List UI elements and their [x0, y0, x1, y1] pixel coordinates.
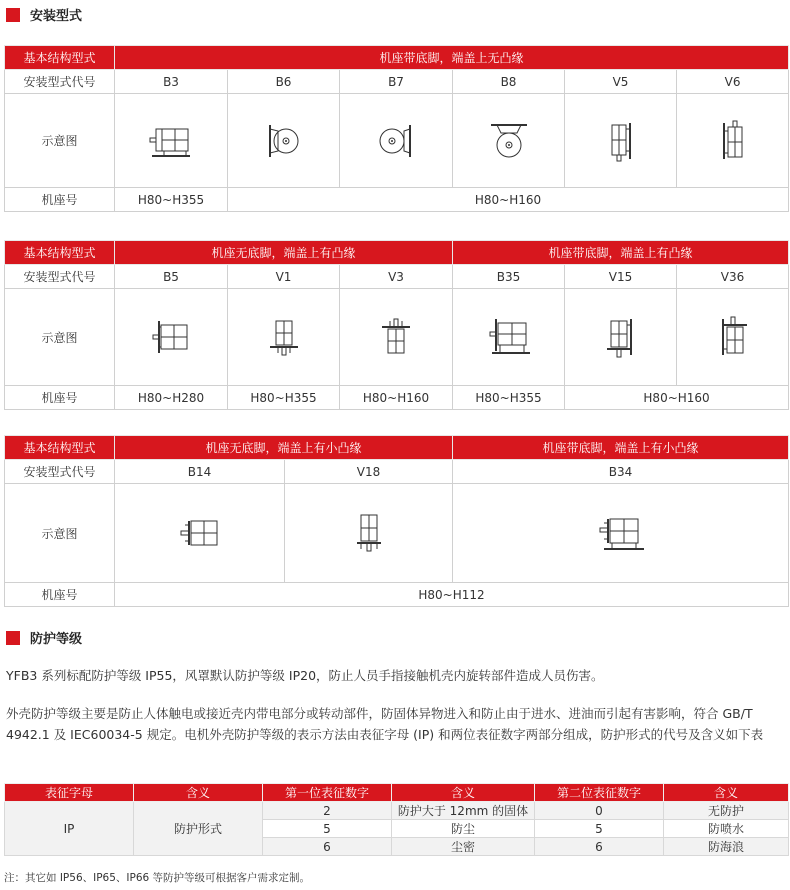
first-digit-cell: 5	[263, 820, 392, 838]
second-meaning-cell: 防喷水	[664, 820, 789, 838]
code-label: 安装型式代号	[5, 460, 115, 484]
frame-label: 机座号	[5, 583, 115, 607]
code-label: 安装型式代号	[5, 70, 115, 94]
diagram-v15	[565, 289, 677, 386]
paragraph: 外壳防护等级主要是防止人体触电或接近壳内带电部分或转动部件，防固体异物进入和防止由于进水、进油而引起有害影响，符合 GB/T 4942.1 及 IEC60034-5 规定。电机外壳防护等级的表示方法由表征字母 (IP) 和两位表征数字两部分组成，防护形式的代号及含义如下表	[6, 706, 764, 742]
diagram-v5	[565, 94, 677, 188]
diagram-b8	[453, 94, 565, 188]
motor-v1-icon	[266, 317, 302, 357]
code-cell: V5	[565, 70, 677, 94]
diagram-b7	[340, 94, 453, 188]
column-header: 含义	[134, 784, 263, 802]
first-meaning-cell: 防护大于 12mm 的固体	[392, 802, 535, 820]
column-header: 表征字母	[5, 784, 134, 802]
motor-v5-icon	[606, 119, 636, 163]
section-title: 防护等级	[30, 632, 83, 647]
code-cell: V15	[565, 265, 677, 289]
section-heading-protection	[6, 628, 82, 647]
diagram-v6	[677, 94, 789, 188]
structure-value: 机座带底脚，端盖上有凸缘	[453, 241, 789, 265]
motor-b8-icon	[487, 121, 531, 161]
motor-b35-icon	[486, 317, 532, 357]
code-cell: B34	[453, 460, 789, 484]
code-cell: V36	[677, 265, 789, 289]
diagram-v1	[228, 289, 340, 386]
ip-rating-table	[4, 783, 789, 856]
red-square-marker	[6, 8, 20, 22]
first-meaning-cell: 防尘	[392, 820, 535, 838]
section-title: 安装型式	[30, 9, 83, 24]
second-digit-cell: 6	[535, 838, 664, 856]
diagram-b14	[115, 484, 285, 583]
structure-label: 基本结构型式	[5, 436, 115, 460]
motor-b34-icon	[596, 513, 646, 553]
structure-value: 机座无底脚，端盖上有小凸缘	[115, 436, 453, 460]
frame-cell: H80~H160	[340, 386, 453, 410]
diagram-label: 示意图	[5, 94, 115, 188]
motor-b6-icon	[264, 121, 304, 161]
ip-letter-cell: IP	[5, 802, 134, 856]
frame-cell: H80~H355	[228, 386, 340, 410]
motor-b5-icon	[151, 317, 191, 357]
paragraph: YFB3 系列标配防护等级 IP55，风罩默认防护等级 IP20，防止人员手指接触机壳内旋转部件造成人员伤害。	[6, 668, 604, 683]
first-digit-cell: 6	[263, 838, 392, 856]
section-heading-installation	[6, 5, 82, 24]
diagram-label: 示意图	[5, 484, 115, 583]
mounting-table-1	[4, 45, 789, 212]
motor-v18-icon	[351, 511, 387, 555]
mounting-table-3	[4, 435, 789, 607]
column-header: 含义	[664, 784, 789, 802]
code-cell: B35	[453, 265, 565, 289]
diagram-b3	[115, 94, 228, 188]
structure-value: 机座无底脚，端盖上有凸缘	[115, 241, 453, 265]
motor-b3-icon	[148, 123, 194, 159]
frame-cell: H80~H160	[228, 188, 789, 212]
column-header: 第一位表征数字	[263, 784, 392, 802]
second-meaning-cell: 无防护	[664, 802, 789, 820]
diagram-v36	[677, 289, 789, 386]
first-meaning-cell: 尘密	[392, 838, 535, 856]
motor-v36-icon	[717, 315, 749, 359]
code-cell: B3	[115, 70, 228, 94]
code-cell: B8	[453, 70, 565, 94]
motor-v3-icon	[378, 317, 414, 357]
code-cell: V3	[340, 265, 453, 289]
column-header: 第二位表征数字	[535, 784, 664, 802]
diagram-label: 示意图	[5, 289, 115, 386]
motor-b14-icon	[177, 513, 223, 553]
diagram-b5	[115, 289, 228, 386]
frame-cell: H80~H280	[115, 386, 228, 410]
footnote: 注：其它如 IP56、IP65、IP66 等防护等级可根据客户需求定制。	[4, 872, 311, 884]
first-digit-cell: 2	[263, 802, 392, 820]
diagram-b35	[453, 289, 565, 386]
diagram-b34	[453, 484, 789, 583]
mounting-table-2	[4, 240, 789, 410]
second-digit-cell: 0	[535, 802, 664, 820]
frame-cell: H80~H112	[115, 583, 789, 607]
frame-label: 机座号	[5, 386, 115, 410]
diagram-b6	[228, 94, 340, 188]
frame-label: 机座号	[5, 188, 115, 212]
structure-label: 基本结构型式	[5, 241, 115, 265]
motor-b7-icon	[376, 121, 416, 161]
structure-label: 基本结构型式	[5, 46, 115, 70]
diagram-v3	[340, 289, 453, 386]
second-digit-cell: 5	[535, 820, 664, 838]
structure-value: 机座带底脚，端盖上有小凸缘	[453, 436, 789, 460]
frame-cell: H80~H355	[115, 188, 228, 212]
code-cell: V18	[285, 460, 453, 484]
code-cell: B6	[228, 70, 340, 94]
frame-cell: H80~H355	[453, 386, 565, 410]
code-cell: B14	[115, 460, 285, 484]
structure-value: 机座带底脚，端盖上无凸缘	[115, 46, 789, 70]
motor-v6-icon	[718, 119, 748, 163]
second-meaning-cell: 防海浪	[664, 838, 789, 856]
motor-v15-icon	[605, 315, 637, 359]
code-label: 安装型式代号	[5, 265, 115, 289]
diagram-v18	[285, 484, 453, 583]
red-square-marker	[6, 631, 20, 645]
column-header: 含义	[392, 784, 535, 802]
code-cell: V6	[677, 70, 789, 94]
code-cell: V1	[228, 265, 340, 289]
ip-meaning-cell: 防护形式	[134, 802, 263, 856]
code-cell: B7	[340, 70, 453, 94]
code-cell: B5	[115, 265, 228, 289]
frame-cell: H80~H160	[565, 386, 789, 410]
